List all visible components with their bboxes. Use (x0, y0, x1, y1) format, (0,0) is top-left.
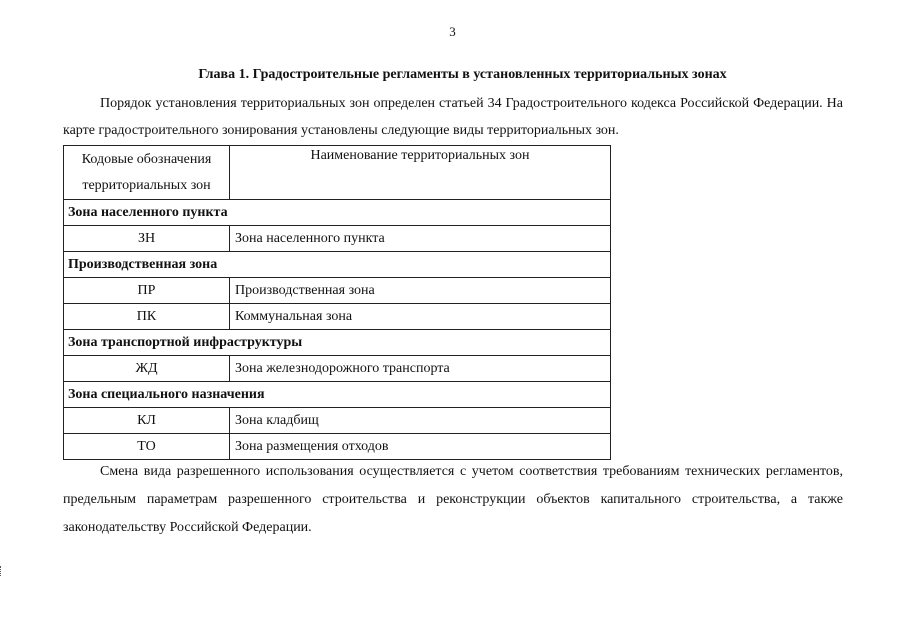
zone-code: ПР (64, 278, 230, 304)
group-row (64, 330, 611, 356)
table-row (64, 408, 611, 434)
group-title: Зона населенного пункта (64, 200, 611, 226)
group-title: Зона специального назначения (64, 382, 611, 408)
table-row (64, 356, 611, 382)
table-header-row (64, 146, 611, 200)
group-row (64, 200, 611, 226)
intro-paragraph: Порядок установления территориальных зон определен статьей 34 Градостроительного кодекса Российской Федерации. На карте градостроительного зонирования установлены следующие виды территориальных зон. (63, 96, 843, 138)
header-code-cell: Кодовые обозначения территориальных зон (64, 146, 230, 200)
zone-name: Зона размещения отходов (230, 434, 611, 460)
group-row (64, 252, 611, 278)
scan-edge-mark (0, 566, 4, 576)
group-title: Производственная зона (64, 252, 611, 278)
zone-name: Коммунальная зона (230, 304, 611, 330)
zone-name: Зона железнодорожного транспорта (230, 356, 611, 382)
closing-paragraph: Смена вида разрешенного использования осуществляется с учетом соответствия требованиям технических регламентов, предельным параметрам разрешенного строительства и реконструкции объектов капитального строительства, а также законодательству Российской Федерации. (63, 464, 843, 535)
chapter-title: Глава 1. Градостроительные регламенты в установленных территориальных зонах (198, 67, 727, 82)
header-name-cell: Наименование территориальных зон (230, 146, 611, 200)
table-row (64, 434, 611, 460)
zone-name: Производственная зона (230, 278, 611, 304)
zone-code: КЛ (64, 408, 230, 434)
group-row (64, 382, 611, 408)
zone-code: ПК (64, 304, 230, 330)
zone-name: Зона кладбищ (230, 408, 611, 434)
zones-table (63, 145, 611, 460)
zone-code: ТО (64, 434, 230, 460)
table-row (64, 278, 611, 304)
zone-code: ЖД (64, 356, 230, 382)
zone-code: ЗН (64, 226, 230, 252)
group-title: Зона транспортной инфраструктуры (64, 330, 611, 356)
table-row (64, 226, 611, 252)
page-number: 3 (449, 24, 456, 39)
zone-name: Зона населенного пункта (230, 226, 611, 252)
table-row (64, 304, 611, 330)
